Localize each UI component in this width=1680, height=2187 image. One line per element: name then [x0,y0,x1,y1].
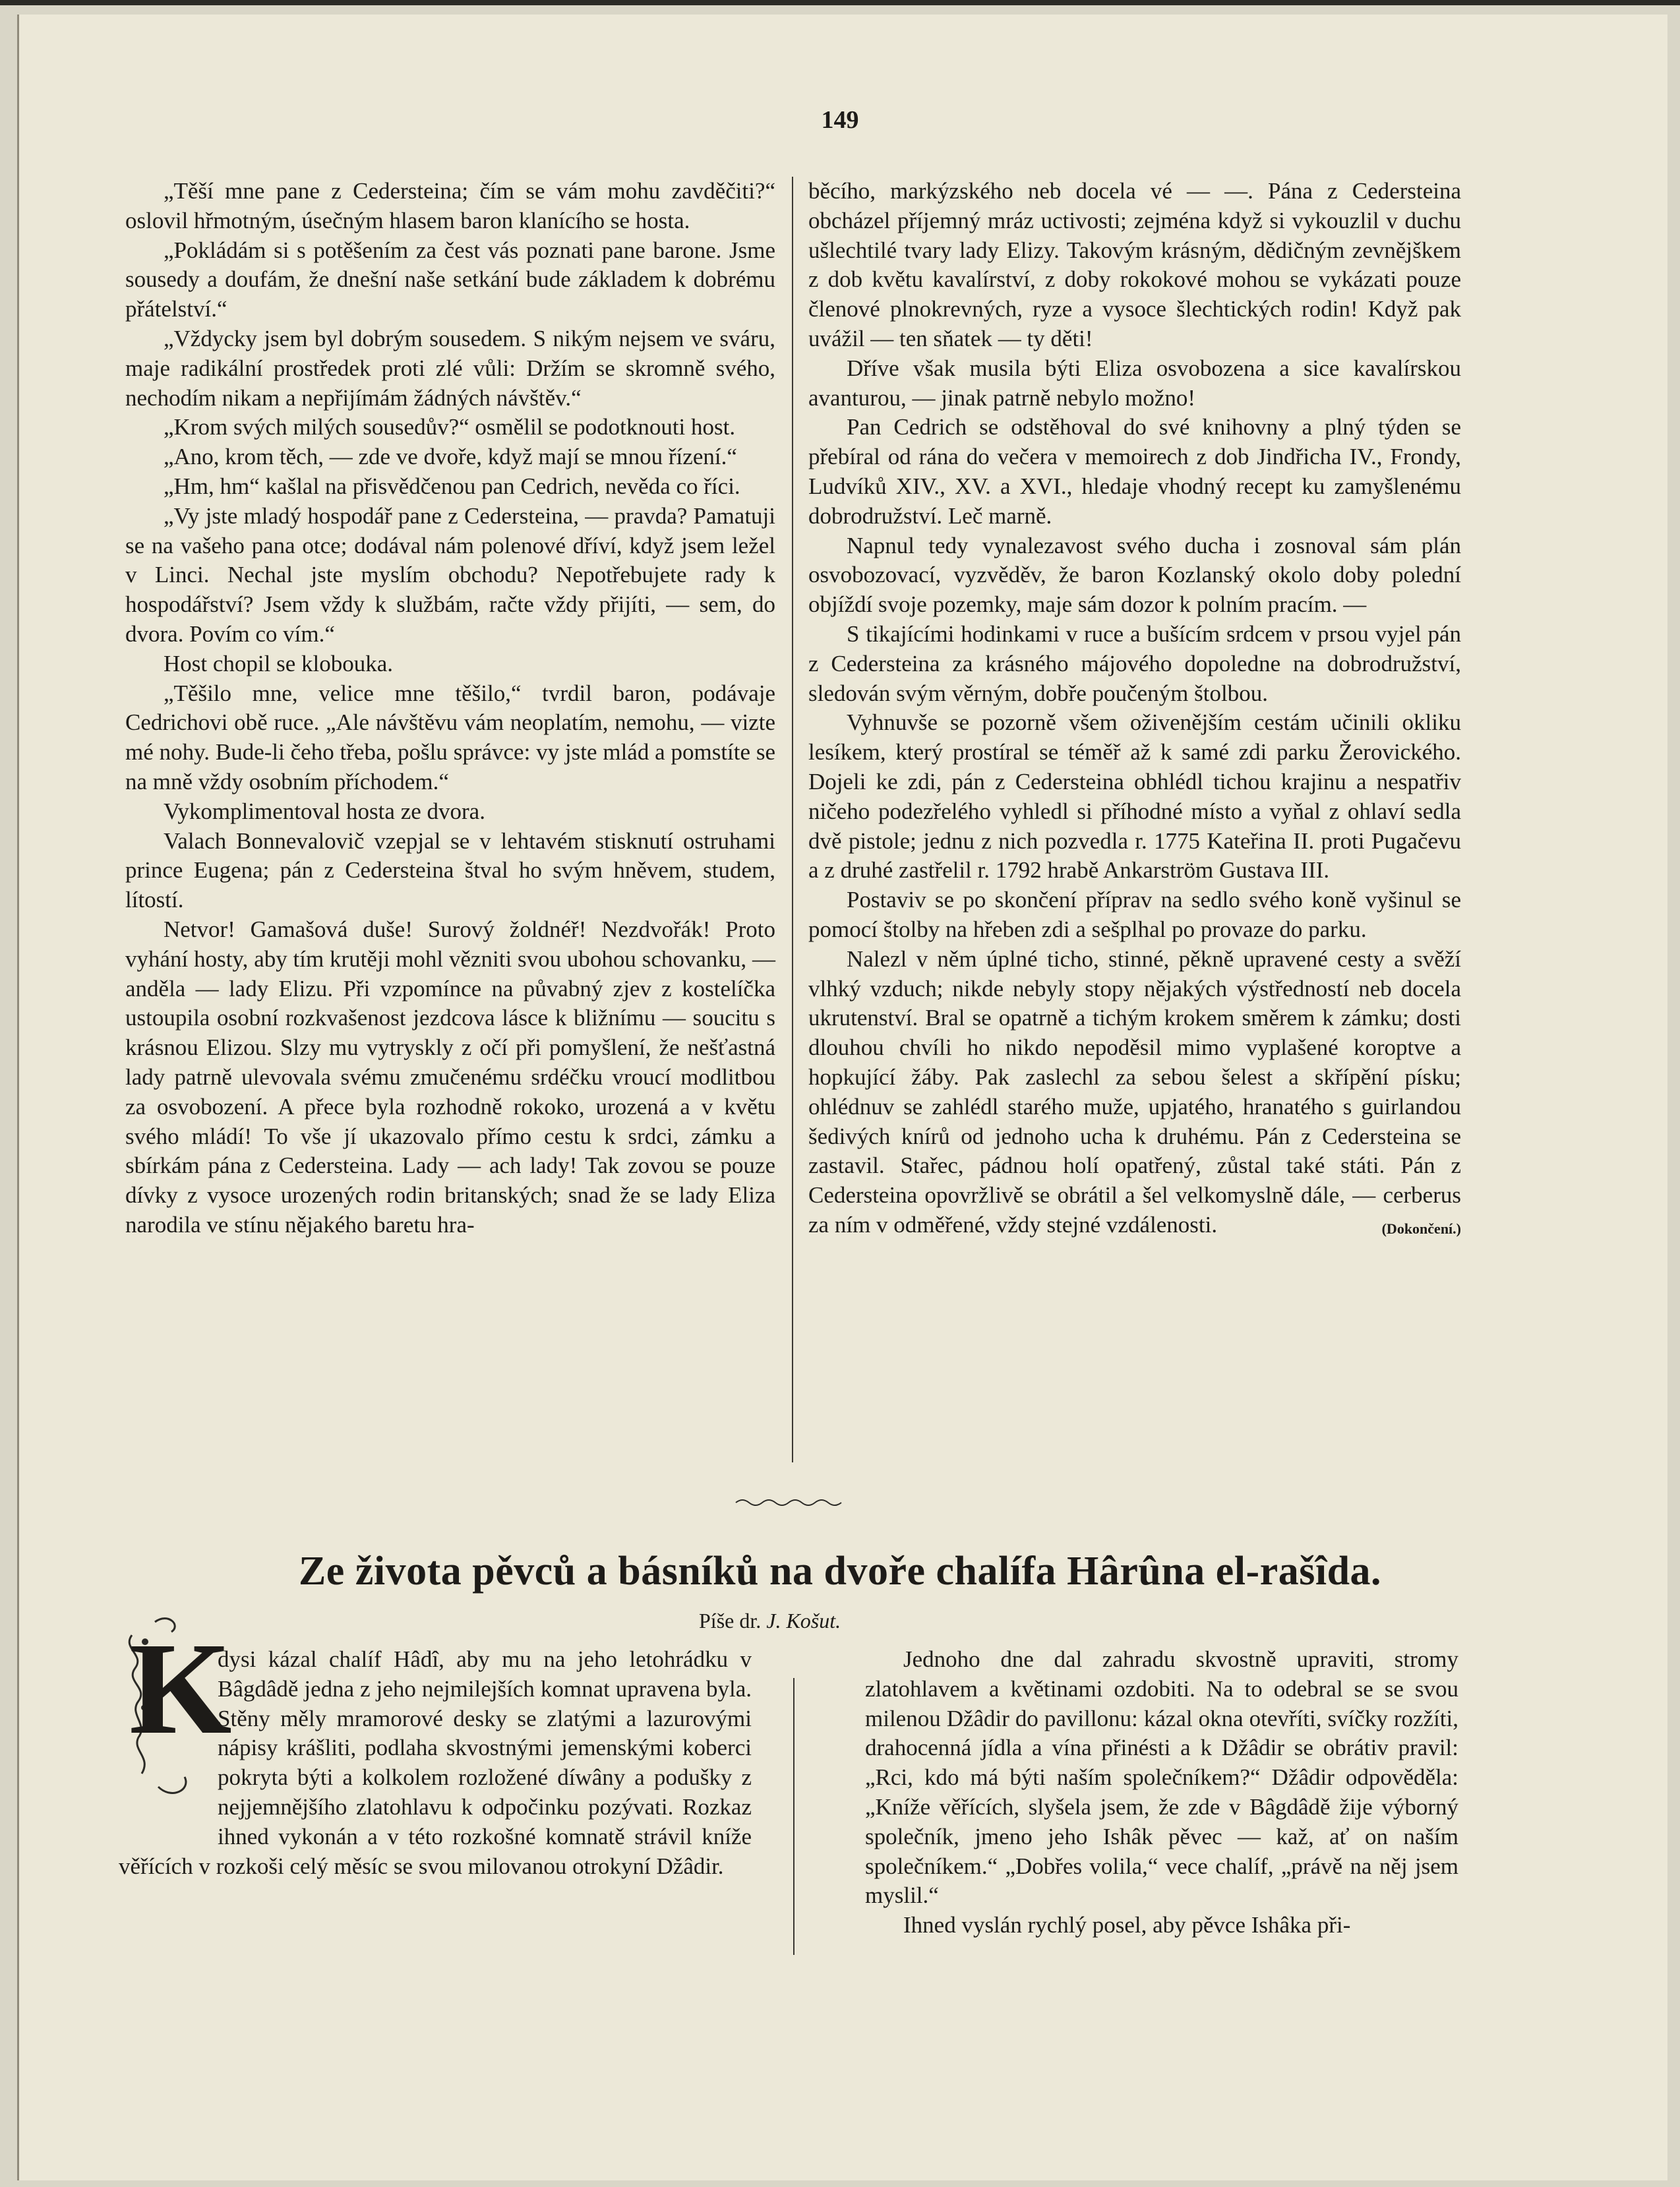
story-paragraph: S tikajícími hodinkami v ruce a bušícím srdcem v prsou vyjel pán z Cedersteina za krásného májového dopoledne na dobrodružství, sledován svým věrným, dobře poučeným štolbou. [808,620,1461,706]
story-paragraph: Pan Cedrich se odstěhoval do své knihovny a plný týden se přebíral od rána do večera v memoirech z dob Jindřicha IV., Frondy, Ludvíků XIV., XV. a XVI., hledaje vhodný recept ku zamyšlenému dobrodružství. Leč marně. [808,414,1461,529]
continuation-mark: (Dokončení.) [1381,1220,1461,1237]
story-paragraph-text: Nalezl v něm úplné ticho, stinné, pěkně upravené cesty a svěží vlhký vzduch; nikde nebyly stopy nějakých výstředností neb docela ukrutenství. Bral se opatrně a tichým krokem směrem k zámku; dosti dlouhou chvíli ho nikdo nepoděsil mimo vyplašené koroptve a hopkující žáby. Pak zaslechl za sebou šelest a skřípění písku; ohlédnuv se zahlédl starého muže, upjatého, hranatého s guirlandou šedivých knírů od jednoho ucha k druhému. Pán z Cedersteina se zastavil. Stařec, pádnou holí opatřený, zůstal také státi. Pán z Cedersteina opovržlivě se obrátil a šel velkomyslně dále, — cerberus za ním v odměřené, vždy stejné vzdálenosti. [808,945,1461,1238]
article-paragraph: dysi kázal chalíf Hâdî, aby mu na jeho letohrádku v Bâgdâdě jedna z jeho nejmilejších komnat upravena byla. Stěny měly mramorové desky se zlatými a lazurovými nápisy krášliti, podlaha skvostnými jemenskými koberci pokryta býti a kolkolem rozložené díwâny a podušky z nejjemnějšího zlatohlavu k odpočinku pozývati. Rozkaz ihned vykonán a v této rozkošné komnatě strávil kníže věřících v rozkoši celý měsíc se svou milovanou otrokyní Džâdir. [119,1646,752,1879]
story-left-column [125,177,775,1240]
scan-top-edge [0,0,1680,5]
story-paragraph: Vyhnuvše se pozorně všem oživenějším cestám učinili okliku lesíkem, který prostíral se téměř až k samé zdi parku Žerovického. Dojeli ke zdi, pán z Cedersteina obhlédl tichou krajinu a nespatřiv ničeho podezřelého vyhledl si příhodné místo a vyňal z ohlaví sedla dvě pistole; jednu z nich pozvedla r. 1775 Kateřina II. proti Pugačevu a z druhé zastřelil r. 1792 hrabě Ankarström Gustava III. [808,709,1461,884]
story-right-column [808,177,1461,1244]
section-ornament [735,1495,843,1510]
article-title: Ze života pěvců a básníků na dvoře chalífa Hârûna el-rašîda. [298,1549,1382,1594]
article-paragraph: Jednoho dne dal zahradu skvostně upraviti, stromy zlatohlavem a květinami ozdobiti. Na to odebral se se svou milenou Džâdir do pavillonu: kázal okna otevříti, svíčky rozžíti, drahocenná jídla a vína přinésti a k Džâdir se obrátiv pravil: „Rci, kdo má býti naším společníkem?“ Džâdir odpověděla: „Kníže věřících, slyšela jsem, že zde v Bâgdâdě žije výborný společník, jmeno jeho Ishâk pěvec — kaž, ať on naším společníkem.“ „Dobřes volila,“ vece chalíf, „právě na něj jsem myslil.“ [865,1646,1458,1909]
byline-prefix: Píše dr. [699,1609,762,1633]
byline-author: J. Košut. [766,1609,841,1633]
story-paragraph: Postaviv se po skončení příprav na sedlo svého koně vyšinul se pomocí štolby na hřeben zdi a sešplhal po provaze do parku. [808,887,1461,942]
story-paragraph: Vykomplimentoval hosta ze dvora. [164,798,485,824]
story-paragraph: „Vy jste mladý hospodář pane z Cedersteina, — pravda? Pamatuji se na vašeho pana otce; dodával nám polenové dříví, když jsem ležel v Linci. Nechal jste myslím obchodu? Nepotřebujete rady k hospodářství? Jsem vždy k službám, račte vždy přijíti, — sem, do dvora. Povím co vím.“ [125,502,775,647]
story-paragraph: „Ano, krom těch, — zde ve dvoře, když mají se mnou řízení.“ [164,444,737,470]
story-paragraph: „Vždycky jsem byl dobrým sousedem. S nikým nejsem ve sváru, maje radikální prostředek proti zlé vůli: Držím se skromně svého, nechodím nikam a nepřijímám žádných návštěv.“ [125,325,775,411]
story-paragraph: Netvor! Gamašová duše! Surový žoldnéř! Nezdvořák! Proto vyhání hosty, aby tím krutěji mohl vězniti svou ubohou schovanku, — anděla — lady Elizu. Při vzpomínce na půvabný zjev z kostelíčka ustoupila osobní rozkvašenost jezdcova lásce k bližnímu — soucitu s krásnou Elizou. Slzy mu vytryskly z očí při pomyšlení, že nešťastná lady patrně ulevovala svému zmučenému srdéčku vroucí modlitbou za osvobození. A přece byla rozhodně rokoko, urozená a v květu svého mládí! To vše jí ukazovalo přímo cestu k srdci, zámku a sbírkám pána z Cedersteina. Lady — ach lady! Tak zovou se pouze dívky z vysoce urozených rodin britanských; snad že se lady Eliza narodila ve stínu nějakého baretu hra- [125,916,775,1238]
story-paragraph [808,945,1461,1240]
column-divider [792,177,793,1462]
column-divider [793,1678,795,1955]
story-paragraph: „Hm, hm“ kašlal na přisvědčenou pan Cedrich, nevěda co říci. [164,473,740,499]
story-paragraph: běcího, markýzského neb docela vé — —. Pána z Cedersteina obcházel příjemný mráz uctivosti; zejména když si vykouzlil v duchu ušlechtilé tvary lady Elizy. Takovým krásným, dědičným zevnějškem z dob květu kavalírství, z doby rokokové mohou se vykázati pouze členové plnokrevných, ryze a vysoce šlechtických rodin! Když pak uvážil — ten sňatek — ty děti! [808,178,1461,351]
page-number: 149 [821,106,859,134]
story-paragraph: „Pokládám si s potěšením za čest vás poznati pane barone. Jsme sousedy a doufám, že dnešní naše setkání bude základem k dobrému přátelství.“ [125,237,775,322]
drop-cap-letter: K [129,1616,232,1762]
story-paragraph: Valach Bonnevalovič vzepjal se v lehtavém stisknutí ostruhami prince Eugena; pán z Cedersteina štval ho svým hněvem, studem, lítostí. [125,827,775,913]
story-paragraph: „Těší mne pane z Cedersteina; čím se vám mohu zavděčiti?“ oslovil hřmotným, úsečným hlasem baron klanícího se hosta. [125,178,775,233]
article-right-column [865,1645,1458,1940]
article-paragraph: Ihned vyslán rychlý posel, aby pěvce Ishâka při- [903,1912,1351,1938]
story-paragraph: Dříve však musila býti Eliza osvobozena a sice kavalírskou avanturou, — jinak patrně nebylo možno! [808,355,1461,411]
story-paragraph: Host chopil se klobouka. [164,650,394,676]
article-byline [699,1609,841,1633]
article-left-column [119,1645,752,1881]
story-paragraph: „Krom svých milých sousedův?“ osmělil se podotknouti host. [164,414,736,440]
story-paragraph: Napnul tedy vynalezavost svého ducha i zosnoval sám plán osvobozovací, vyzvěděv, že baron Kozlanský okolo doby polední objíždí svoje pozemky, maje sám dozor k polním pracím. — [808,532,1461,618]
story-paragraph: „Těšilo mne, velice mne těšilo,“ tvrdil baron, podávaje Cedrichovi obě ruce. „Ale návštěvu vám neoplatím, nemohu, — vizte mé nohy. Bude-li čeho třeba, pošlu správce: vy jste mlád a pomstíte se na mně vždy osobním příchodem.“ [125,680,775,794]
drop-cap-space [119,1645,218,1843]
